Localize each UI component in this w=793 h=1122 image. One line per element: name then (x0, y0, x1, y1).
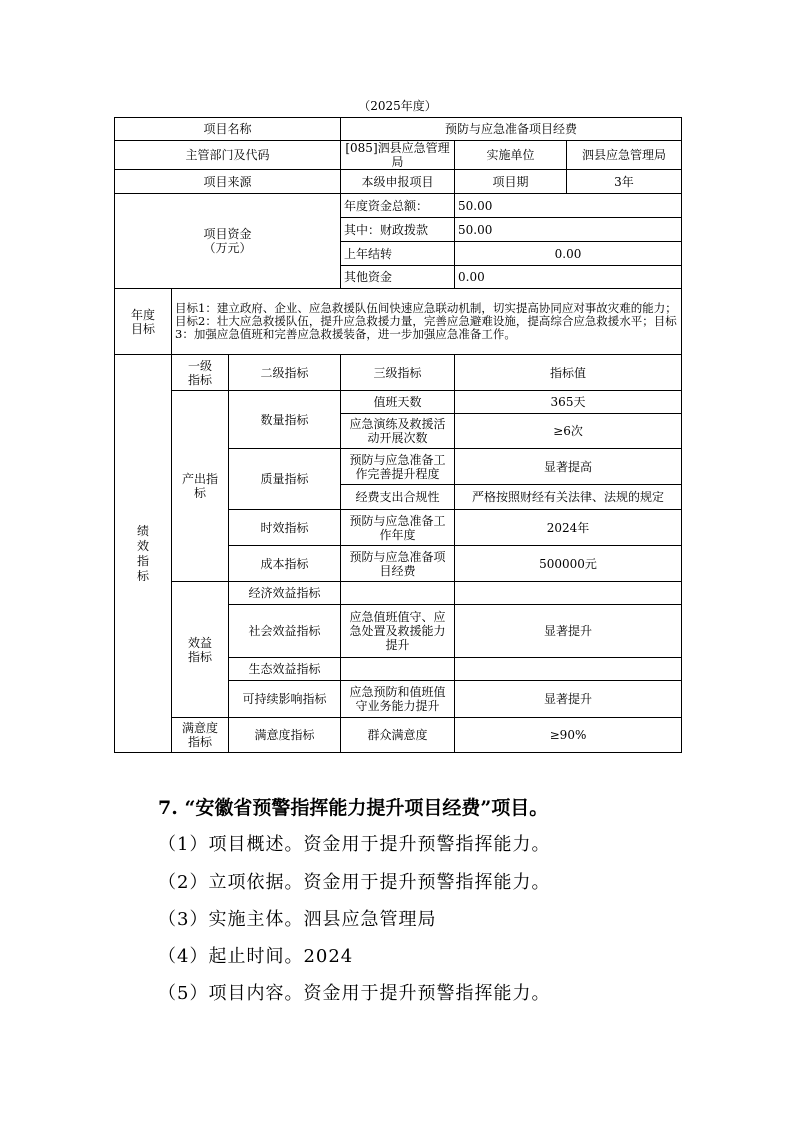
table-row (115, 582, 682, 605)
indicator-line: 动开展次数 (367, 431, 428, 445)
indicator-value: 显著提升 (455, 605, 682, 658)
table-caption: （2025年度） (358, 99, 437, 113)
fiscal-value: 50.00 (455, 218, 682, 242)
quality-label: 质量指标 (229, 449, 341, 510)
section-heading: 7. “安徽省预警指挥能力提升项目经费”项目。 (158, 797, 549, 819)
indicator-value (455, 582, 682, 605)
benefit-label (172, 582, 229, 718)
paragraph-item: （3）实施主体。泗县应急管理局 (158, 909, 437, 930)
impl-value: 泗县应急管理局 (567, 141, 682, 170)
indicator-line: 提升 (385, 638, 410, 652)
funds-label-line: 项目资金 (203, 227, 252, 241)
paragraph-item: （5）项目内容。资金用于提升预警指挥能力。 (158, 983, 551, 1004)
period-value: 3年 (567, 170, 682, 194)
output-label (172, 391, 229, 582)
indicator-line: 应急预防和值班值 (349, 685, 446, 699)
dept-value: [085]泗县应急管理局 (341, 141, 455, 170)
project-name-value: 预防与应急准备项目经费 (341, 118, 682, 141)
indicator-line: 应急值班值守、应 (349, 610, 446, 624)
satisfaction-label-line: 满意度 (181, 721, 218, 735)
table-row (115, 118, 682, 141)
indicator-name (341, 605, 455, 658)
dept-label: 主管部门及代码 (115, 141, 341, 170)
impl-label: 实施单位 (455, 141, 567, 170)
carryover-value: 0.00 (455, 242, 682, 266)
other-label: 其他资金 (341, 266, 455, 289)
indicator-line: 作完善提升程度 (355, 466, 440, 481)
indicator-name (341, 658, 455, 681)
header-line: 一级 (187, 358, 212, 373)
indicator-name: 经费支出合规性 (341, 485, 455, 510)
output-label-line: 标 (193, 486, 206, 500)
indicator-line: 作年度 (379, 527, 416, 542)
goal-label-line: 年度 (130, 307, 155, 322)
indicator-value: 500000元 (455, 546, 682, 582)
indicator-value: 严格按照财经有关法律、法规的规定 (455, 485, 682, 510)
cost-label: 成本指标 (229, 546, 341, 582)
indicator-line: 急处置及救援能力 (349, 624, 446, 638)
indicator-name (341, 582, 455, 605)
period-label: 项目期 (455, 170, 567, 194)
indicator-line: 预防与应急准备项 (349, 549, 446, 564)
goal-label (115, 289, 172, 355)
indicator-line: 预防与应急准备工 (349, 513, 446, 528)
indicator-value: 365天 (455, 391, 682, 414)
paragraph-item: （1）项目概述。资金用于提升预警指挥能力。 (158, 834, 551, 855)
funds-label (115, 194, 341, 289)
indicator-value: 显著提高 (455, 449, 682, 485)
goal-text: 目标1：建立政府、企业、应急救援队伍间快速应急联动机制，切实提高协同应对事故灾难的能力；目标2：壮大应急救援队伍，提升应急救援力量，完善应急避难设施，提高综合应急救援水平；目标3：加强应急值班和完善应急救援装备，进一步加强应急准备工作。 (172, 289, 682, 355)
indicator-line: 预防与应急准备工 (349, 452, 446, 467)
performance-label-char: 绩 (136, 523, 149, 538)
annual-total-label: 年度资金总额： (341, 194, 455, 218)
timeliness-label: 时效指标 (229, 510, 341, 546)
performance-label-char: 效 (136, 538, 149, 553)
indicator-value: 显著提升 (455, 681, 682, 718)
satisfaction-indicator: 满意度指标 (229, 718, 341, 753)
table-row (115, 289, 682, 355)
indicator-value: ≥90% (455, 718, 682, 753)
table-row (115, 194, 682, 218)
goal-label-line: 目标 (130, 321, 155, 336)
table-row (115, 170, 682, 194)
source-label: 项目来源 (115, 170, 341, 194)
table-row (115, 141, 682, 170)
sustain-label: 可持续影响指标 (229, 681, 341, 718)
performance-label-char: 指 (136, 553, 149, 568)
social-label: 社会效益指标 (229, 605, 341, 658)
indicator-line: 目经费 (379, 563, 416, 578)
indicator-name (341, 414, 455, 449)
benefit-label-line: 指标 (187, 649, 212, 664)
indicator-name (341, 546, 455, 582)
project-name-label: 项目名称 (115, 118, 341, 141)
header-level3: 三级指标 (341, 355, 455, 391)
benefit-label-line: 效益 (187, 635, 212, 650)
header-level1 (172, 355, 229, 391)
satisfaction-label-line: 指标 (187, 735, 212, 749)
table-row (115, 355, 682, 391)
table-row (115, 391, 682, 414)
performance-label-char: 标 (136, 568, 149, 583)
indicator-name (341, 449, 455, 485)
satisfaction-label (172, 718, 229, 753)
indicator-value (455, 658, 682, 681)
indicator-name: 值班天数 (341, 391, 455, 414)
output-label-line: 产出指 (181, 472, 218, 486)
indicator-name (341, 510, 455, 546)
annual-total-value: 50.00 (455, 194, 682, 218)
indicator-line: 应急演练及救援活 (349, 417, 446, 431)
performance-table (114, 117, 682, 753)
table-row (115, 718, 682, 753)
paragraph-item: （2）立项依据。资金用于提升预警指挥能力。 (158, 872, 551, 893)
carryover-label: 上年结转 (341, 242, 455, 266)
header-value: 指标值 (455, 355, 682, 391)
indicator-value: 2024年 (455, 510, 682, 546)
paragraph-item: （4）起止时间。2024 (158, 946, 354, 967)
fiscal-label: 其中：财政拨款 (341, 218, 455, 242)
funds-label-line: （万元） (203, 241, 252, 255)
quantity-label: 数量指标 (229, 391, 341, 449)
performance-label (115, 355, 172, 753)
indicator-name: 群众满意度 (341, 718, 455, 753)
source-value: 本级申报项目 (341, 170, 455, 194)
indicator-line: 守业务能力提升 (355, 699, 440, 713)
indicator-name (341, 681, 455, 718)
other-value: 0.00 (455, 266, 682, 289)
header-level2: 二级指标 (229, 355, 341, 391)
header-line: 指标 (187, 372, 212, 387)
indicator-value: ≥6次 (455, 414, 682, 449)
economic-label: 经济效益指标 (229, 582, 341, 605)
ecological-label: 生态效益指标 (229, 658, 341, 681)
